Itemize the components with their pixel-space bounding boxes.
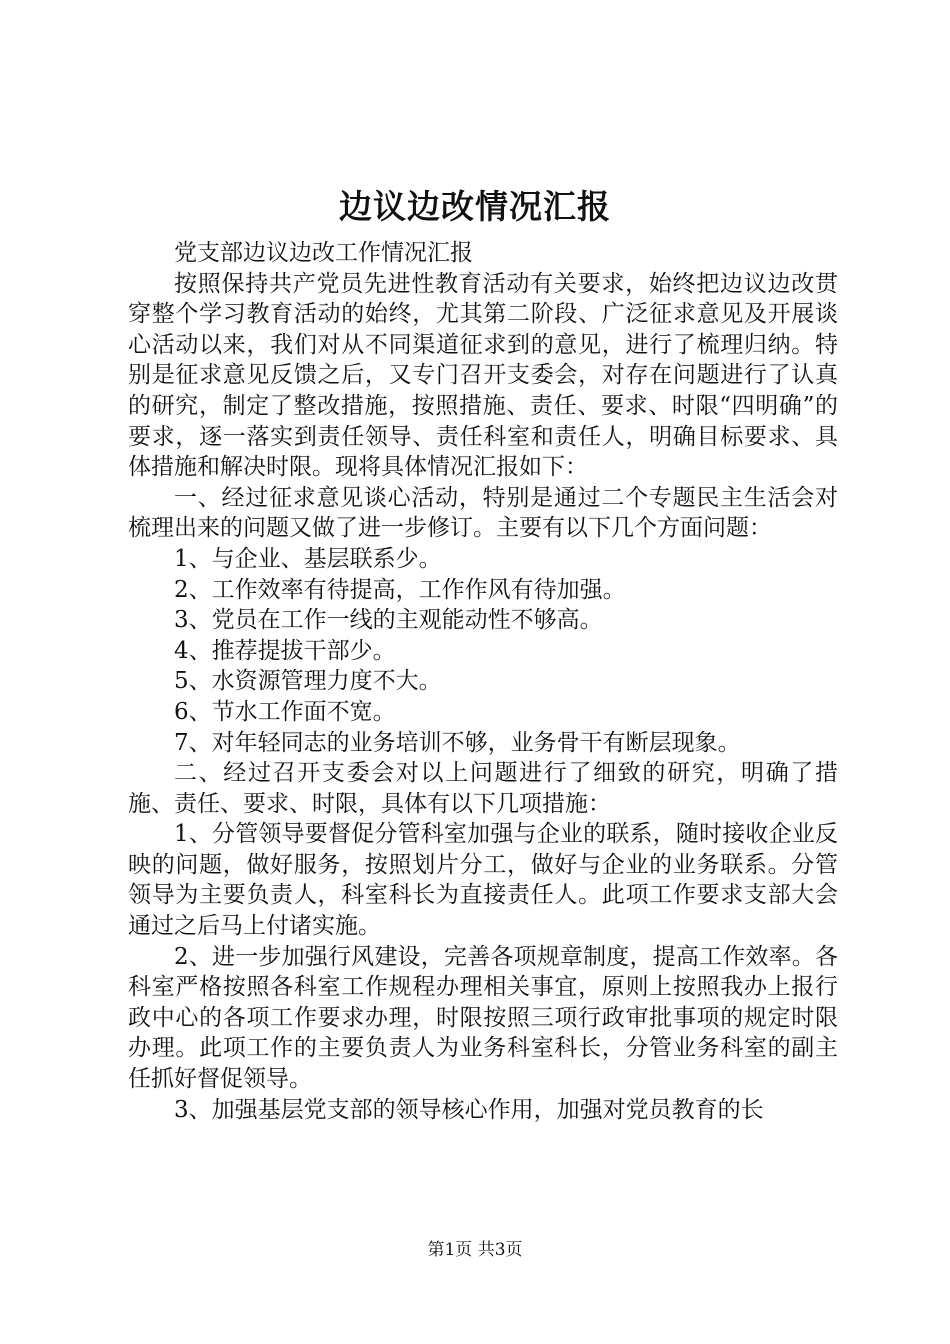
list-item-problem-4: 4、推荐提拔干部少。 [174,637,396,664]
paragraph-intro: 按照保持共产党员先进性教育活动有关要求，始终把边议边改贯穿整个学习教育活动的始终，尤其第二阶段、广泛征求意见及开展谈心活动以来，我们对从不同渠道征求到的意见，进行了梳理归纳。特别是征求意见反馈之后，又专门召开支委会，对存在问题进行了认真的研究，制定了整改措施，按照措施、责任、要求、时限“四明确”的要求，逐一落实到责任领导、责任科室和责任人，明确目标要求、具体措施和解决时限。现将具体情况汇报如下： [128,270,838,481]
paragraph-section-two: 二、经过召开支委会对以上问题进行了细致的研究，明确了措施、责任、要求、时限，具体有以下几项措施： [128,760,838,817]
document-title: 边议边改情况汇报 [339,187,611,226]
paragraph-section-one: 一、经过征求意见谈心活动，特别是通过二个专题民主生活会对梳理出来的问题又做了进一步修订。主要有以下几个方面问题： [128,484,838,542]
list-item-measure-1: 1、分管领导要督促分管科室加强与企业的联系，随时接收企业反映的问题，做好服务，按照划片分工，做好与企业的业务联系。分管领导为主要负责人，科室科长为直接责任人。此项工作要求支部大会通过之后马上付诸实施。 [128,821,838,940]
page-number-footer: 第1页 共3页 [427,1240,523,1260]
list-item-measure-3: 3、加强基层党支部的领导核心作用，加强对党员教育的长 [174,1096,764,1123]
list-item-problem-3: 3、党员在工作一线的主观能动性不够高。 [174,607,603,634]
list-item-measure-2: 2、进一步加强行风建设，完善各项规章制度，提高工作效率。各科室严格按照各科室工作规程办理相关事宜，原则上按照我办上报行政中心的各项工作要求办理，时限按照三项行政审批事项的规定时限办理。此项工作的主要负责人为业务科室科长，分管业务科室的副主任抓好督促领导。 [128,943,838,1093]
paragraph-subtitle: 党支部边议边改工作情况汇报 [174,240,473,266]
list-item-problem-5: 5、水资源管理力度不大。 [174,668,442,695]
list-item-problem-7: 7、对年轻同志的业务培训不够，业务骨干有断层现象。 [174,729,741,756]
list-item-problem-1: 1、与企业、基层联系少。 [174,545,442,572]
list-item-problem-2: 2、工作效率有待提高，工作作风有待加强。 [174,576,626,603]
document-body [128,238,838,1125]
list-item-problem-6: 6、节水工作面不宽。 [174,698,396,725]
